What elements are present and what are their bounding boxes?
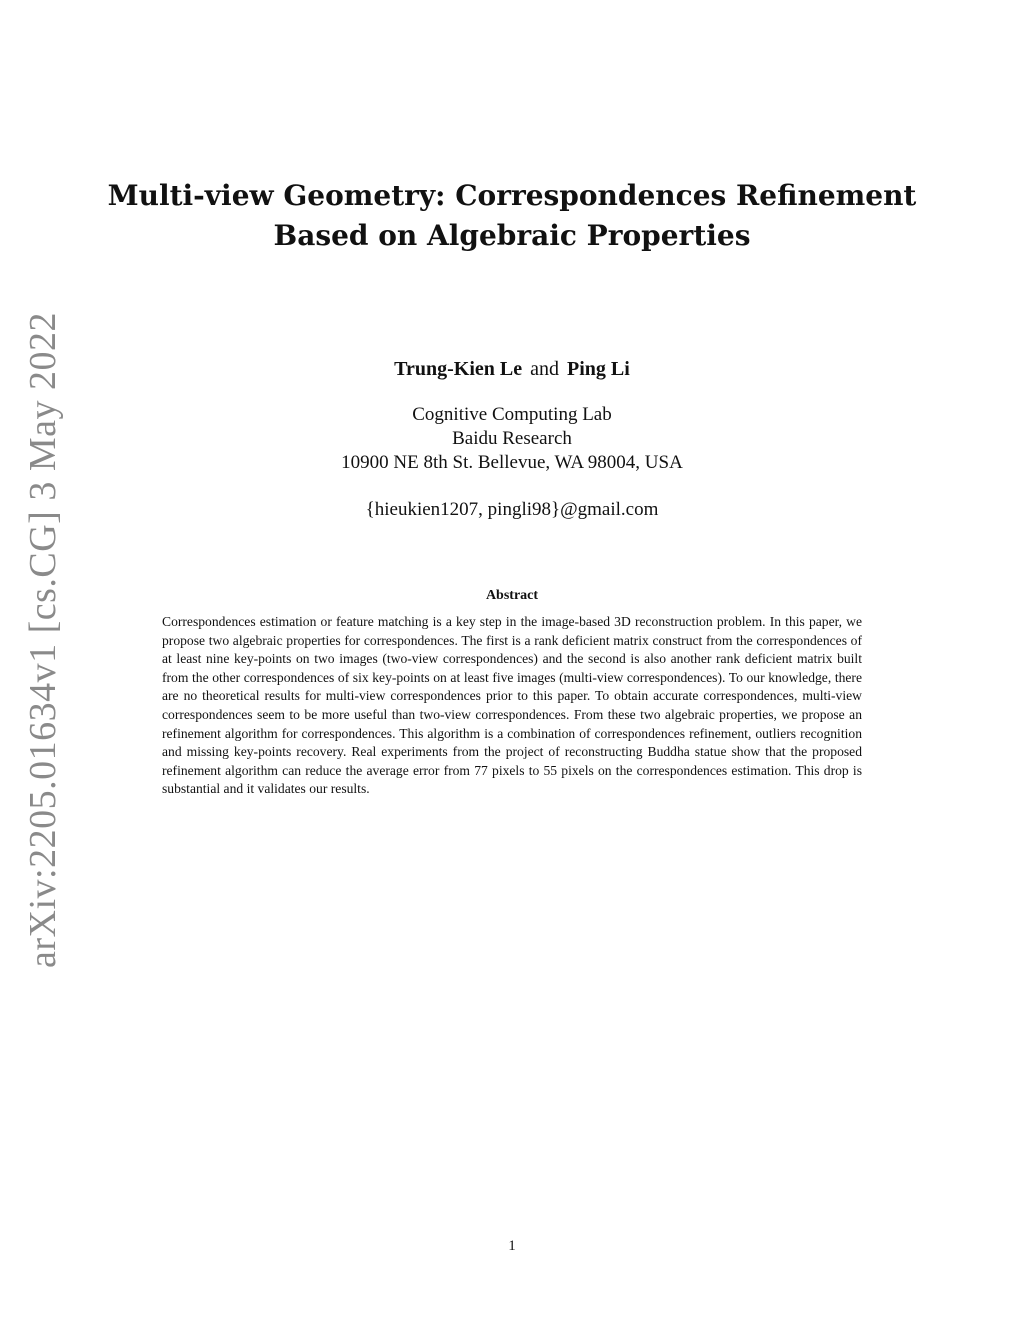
- affiliation-organization: Baidu Research: [452, 428, 572, 449]
- affiliation-lab: Cognitive Computing Lab: [412, 404, 612, 425]
- abstract-body: Correspondences estimation or feature matching is a key step in the image-based 3D reconstruction problem. In this paper, we propose two algebraic properties for correspondences. The first is a rank deficient matrix construct from the correspondences of at least nine key-points on two images (two-view correspondences) and the second is also another rank deficient matrix built from the other correspondences of six key-points on at least five images (multi-view correspondences). To our knowledge, there are no theoretical results for multi-view correspondences prior to this paper. To obtain accurate correspondences, multi-view correspondences seem to be more useful than two-view correspondences. From these two algebraic properties, we propose an refinement algorithm for correspondences. This algorithm is a combination of correspondences refinement, outliers recognition and missing key-points recovery. Real experiments from the project of reconstructing Buddha statue show that the proposed refinement algorithm can reduce the average error from 77 pixels to 55 pixels on the correspondences estimation. This drop is substantial and it validates our results.: [162, 614, 862, 797]
- author-name-1: Trung-Kien Le: [394, 358, 523, 380]
- title-line-2: Based on Algebraic Properties: [273, 219, 751, 252]
- abstract-heading: Abstract: [485, 588, 539, 603]
- author-conjunction: and: [530, 358, 560, 380]
- affiliation-block: [0, 403, 1024, 475]
- affiliation-address: 10900 NE 8th St. Bellevue, WA 98004, USA: [341, 452, 683, 473]
- page-number: 1: [508, 1238, 516, 1254]
- author-emails: {hieukien1207, pingli98}@gmail.com: [365, 499, 659, 520]
- title-line-1: Multi-view Geometry: Correspondences Refinement: [107, 179, 917, 212]
- paper-title: [0, 176, 1024, 256]
- arxiv-identifier-stamp: arXiv:2205.01634v1 [cs.CG] 3 May 2022: [22, 312, 64, 968]
- author-name-2: Ping Li: [567, 358, 630, 380]
- author-list: [0, 355, 1024, 383]
